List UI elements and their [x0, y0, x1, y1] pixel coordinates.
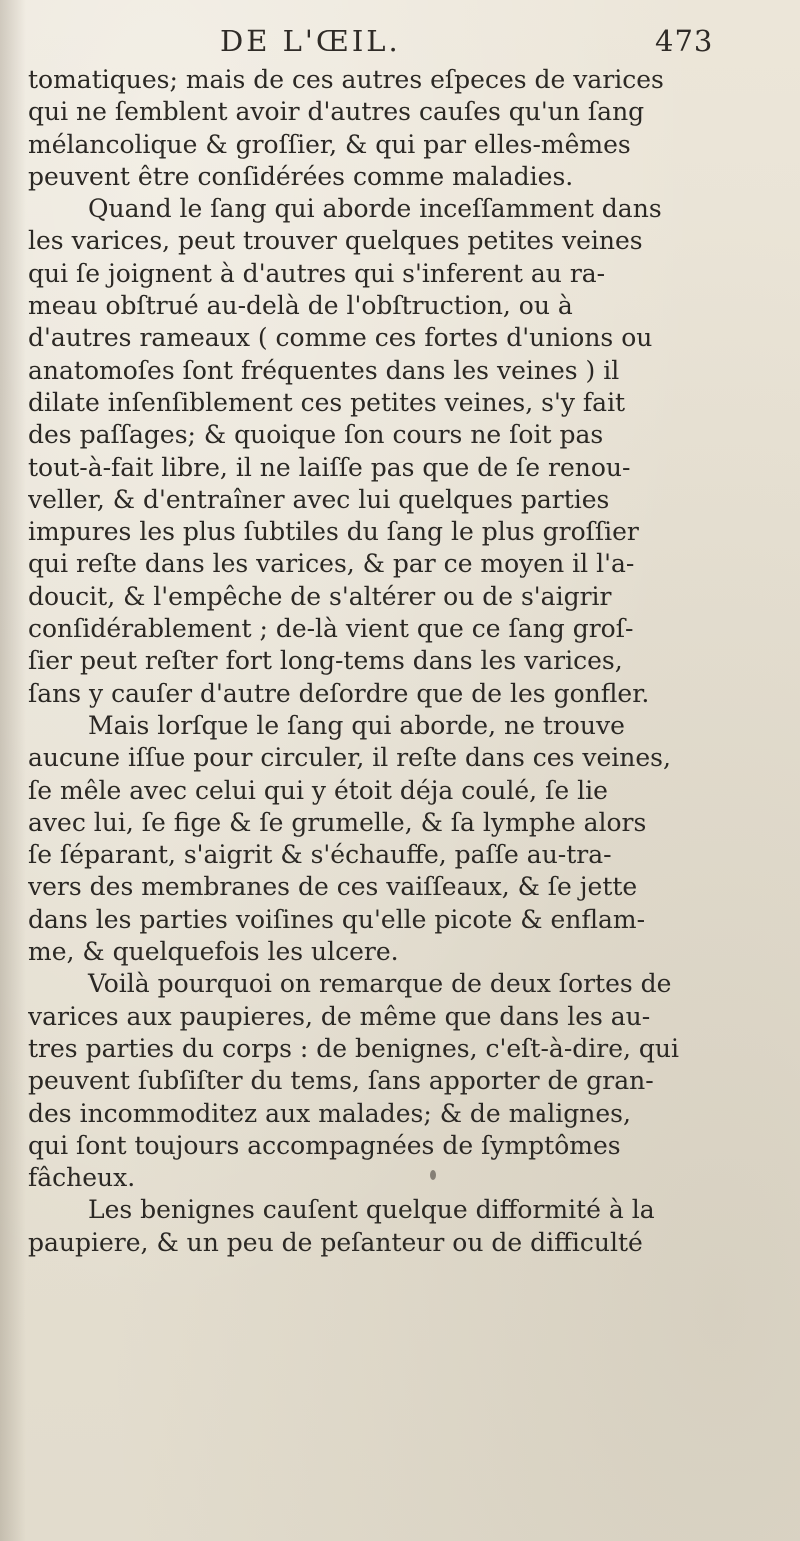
text-line: meau obſtrué au-delà de l'obſtruction, ou à — [28, 291, 573, 321]
text-line: anatomoſes ſont fréquentes dans les veines ) il — [28, 355, 620, 385]
text-line: Les benignes cauſent quelque difformité à la — [88, 1195, 655, 1225]
text-line: paupiere, & un peu de peſanteur ou de difficulté — [28, 1227, 643, 1257]
text-line: doucit, & l'empêche de s'altérer ou de s'aigrir — [28, 581, 612, 611]
text-line: varices aux paupieres, de même que dans les au- — [28, 1001, 651, 1031]
text-line: Voilà pourquoi on remarque de deux ſortes de — [88, 969, 672, 999]
text-line: les varices, peut trouver quelques petites veines — [28, 226, 643, 256]
text-line: dans les parties voiſines qu'elle picote & enflam- — [28, 904, 646, 934]
text-line: qui ſe joignent à d'autres qui s'inferent au ra- — [28, 258, 606, 288]
text-line: qui ne ſemblent avoir d'autres cauſes qu'un ſang — [28, 97, 645, 127]
text-line: d'autres rameaux ( comme ces fortes d'unions ou — [28, 323, 653, 353]
text-line: ſier peut reſter fort long-tems dans les varices, — [28, 646, 623, 676]
text-line: aucune iſſue pour circuler, il reſte dans ces veines, — [28, 743, 671, 773]
text-line: ſe ſéparant, s'aigrit & s'échauffe, paſſe au-tra- — [28, 840, 612, 870]
text-line: des incommoditez aux malades; & de malignes, — [28, 1098, 631, 1128]
text-line: ſe mêle avec celui qui y étoit déja coulé, ſe lie — [28, 775, 608, 805]
ink-speck — [430, 1170, 436, 1180]
text-line: veller, & d'entraîner avec lui quelques parties — [28, 484, 610, 514]
text-line: avec lui, ſe fige & ſe grumelle, & ſa lymphe alors — [28, 807, 647, 837]
text-line: impures les plus ſubtiles du ſang le plus groſſier — [28, 517, 639, 547]
text-line: qui ſont toujours accompagnées de ſymptômes — [28, 1130, 621, 1160]
text-line: dilate inſenſiblement ces petites veines, s'y fait — [28, 387, 626, 417]
text-line: fâcheux. — [28, 1163, 136, 1193]
text-line: me, & quelquefois les ulcere. — [28, 937, 399, 967]
text-line: tout-à-fait libre, il ne laiſſe pas que de ſe renou- — [28, 452, 631, 482]
spine-shadow — [0, 0, 26, 1541]
text-line: tres parties du corps : de benignes, c'eſt-à-dire, qui — [28, 1033, 680, 1063]
text-line: qui reſte dans les varices, & par ce moyen il l'a- — [28, 549, 635, 579]
text-line: mélancolique & groſſier, & qui par elles-mêmes — [28, 129, 631, 159]
text-line: peuvent être conſidérées comme maladies. — [28, 161, 574, 191]
body-text — [28, 64, 786, 1259]
text-line: des paſſages; & quoique ſon cours ne ſoit pas — [28, 420, 604, 450]
text-line: tomatiques; mais de ces autres eſpeces de varices — [28, 65, 664, 94]
page-header — [0, 18, 800, 62]
text-line: Quand le ſang qui aborde inceſſamment dans — [88, 194, 662, 224]
text-line: peuvent ſubſiſter du tems, ſans apporter de gran- — [28, 1066, 654, 1096]
page-number: 473 — [655, 24, 714, 58]
running-title: DE L'ŒIL. — [220, 24, 401, 58]
text-line: vers des membranes de ces vaiſſeaux, & ſe jette — [28, 872, 638, 902]
text-line: conſidérablement ; de-là vient que ce ſang groſ- — [28, 614, 634, 644]
text-line: ſans y cauſer d'autre deſordre que de les gonfler. — [28, 678, 650, 708]
text-line: Mais lorſque le ſang qui aborde, ne trouve — [88, 710, 625, 740]
